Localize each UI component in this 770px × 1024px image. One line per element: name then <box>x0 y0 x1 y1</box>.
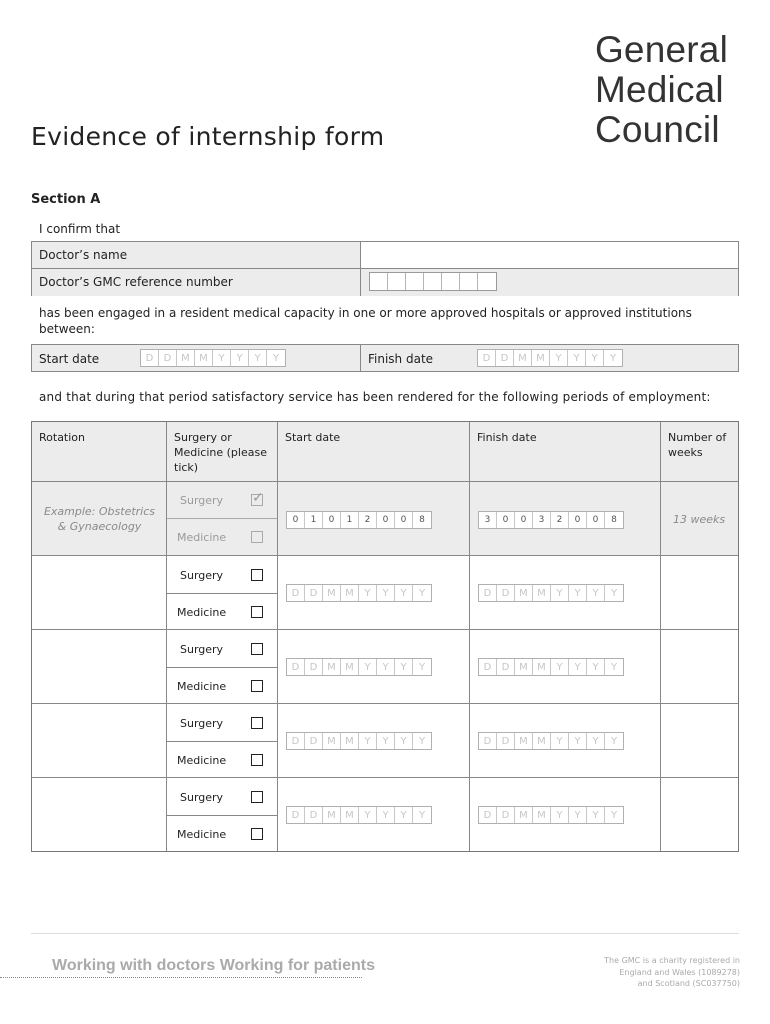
date-digit-placeholder[interactable]: D <box>497 807 515 823</box>
column-divider <box>277 422 278 851</box>
date-digit-placeholder[interactable]: Y <box>610 662 618 673</box>
date-digit: 3 <box>479 512 497 528</box>
column-divider <box>660 422 661 851</box>
surgery-label: Surgery <box>180 569 224 582</box>
medicine-checkbox[interactable] <box>251 680 263 692</box>
date-digit-placeholder[interactable]: Y <box>609 353 617 364</box>
date-digit: 0 <box>497 512 515 528</box>
date-digit-placeholder[interactable]: M <box>323 807 341 823</box>
example-surgery-label: Surgery <box>180 494 224 507</box>
date-digit-placeholder[interactable]: Y <box>359 733 377 749</box>
finish-date-field[interactable] <box>477 349 623 367</box>
date-digit-placeholder[interactable]: Y <box>586 350 604 366</box>
date-digit-placeholder[interactable]: M <box>323 659 341 675</box>
date-digit-placeholder[interactable]: Y <box>395 807 413 823</box>
charity-line-2: England and Wales (1089278) <box>619 967 740 977</box>
row-start-date-field[interactable] <box>286 584 432 602</box>
internship-dates-row <box>31 344 739 372</box>
table-row <box>32 630 738 704</box>
date-digit-placeholder[interactable]: Y <box>377 659 395 675</box>
doctor-name-row <box>32 242 738 269</box>
charity-notice <box>604 955 740 990</box>
date-digit-placeholder[interactable]: D <box>479 807 497 823</box>
row-weeks-field[interactable] <box>662 778 740 852</box>
start-date-header: Start date <box>285 431 341 444</box>
row-weeks-field[interactable] <box>662 556 740 630</box>
gmc-logo <box>595 30 728 150</box>
surgery-label: Surgery <box>180 791 224 804</box>
medicine-label: Medicine <box>177 680 227 693</box>
date-digit-placeholder[interactable]: M <box>533 733 551 749</box>
table-row <box>32 778 738 852</box>
date-digit-placeholder[interactable]: D <box>287 807 305 823</box>
start-date-label: Start date <box>39 352 100 366</box>
date-digit-placeholder[interactable]: Y <box>587 585 605 601</box>
date-digit-placeholder[interactable]: Y <box>610 736 618 747</box>
date-digit-placeholder[interactable]: M <box>341 659 359 675</box>
surgery-checkbox[interactable] <box>251 569 263 581</box>
column-divider <box>166 422 167 851</box>
date-digit-placeholder[interactable]: Y <box>568 350 586 366</box>
gmc-number-cell <box>361 269 738 296</box>
row-rotation-field[interactable] <box>32 630 167 704</box>
tick-icon: ✓ <box>252 490 264 506</box>
finish-date-label: Finish date <box>368 352 434 366</box>
date-digit-placeholder[interactable]: M <box>514 350 532 366</box>
date-digit: 1 <box>341 512 359 528</box>
doctor-name-label: Doctor’s name <box>32 242 361 268</box>
date-digit-placeholder[interactable]: D <box>496 350 514 366</box>
date-digit: 3 <box>533 512 551 528</box>
date-digit-placeholder[interactable]: D <box>479 659 497 675</box>
finish-date-header: Finish date <box>477 431 537 444</box>
date-digit-placeholder[interactable]: Y <box>418 736 426 747</box>
charity-line-3: and Scotland (SC037750) <box>637 979 740 988</box>
rotation-header: Rotation <box>39 431 86 444</box>
weeks-header: Number of weeks <box>668 431 727 459</box>
gmc-number-row <box>32 269 738 296</box>
date-digit-placeholder[interactable]: Y <box>377 733 395 749</box>
surgery-checkbox[interactable] <box>251 791 263 803</box>
date-digit-placeholder[interactable]: Y <box>418 588 426 599</box>
date-digit-placeholder[interactable]: Y <box>569 733 587 749</box>
medicine-label: Medicine <box>177 828 227 841</box>
rotations-table <box>31 421 739 852</box>
row-finish-date-field[interactable] <box>478 806 624 824</box>
row-finish-date-field[interactable] <box>478 658 624 676</box>
date-digit: 2 <box>359 512 377 528</box>
page-title: Evidence of internship form <box>31 122 385 151</box>
date-digit-placeholder[interactable]: Y <box>587 807 605 823</box>
date-digit-placeholder[interactable]: D <box>479 733 497 749</box>
period-text: and that during that period satisfactory service has been rendered for the following periods of employment: <box>39 390 711 404</box>
date-digit: 1 <box>305 512 323 528</box>
medicine-checkbox[interactable] <box>251 754 263 766</box>
date-digit-placeholder[interactable]: D <box>497 733 515 749</box>
date-digit-placeholder[interactable]: Y <box>550 350 568 366</box>
date-digit-placeholder[interactable]: Y <box>377 585 395 601</box>
column-divider <box>469 422 470 851</box>
date-digit-placeholder[interactable]: D <box>478 350 496 366</box>
date-digit-placeholder[interactable]: D <box>159 350 177 366</box>
date-digit: 0 <box>515 512 533 528</box>
doctor-details-table <box>31 241 739 296</box>
charity-line-1: The GMC is a charity registered in <box>604 956 740 965</box>
row-rotation-field[interactable] <box>32 556 167 630</box>
date-digit-placeholder[interactable]: Y <box>395 733 413 749</box>
engaged-text: has been engaged in a resident medical capacity in one or more approved hospitals or approved institutions between: <box>39 306 692 336</box>
type-divider <box>167 741 278 742</box>
date-digit-placeholder[interactable]: Y <box>587 733 605 749</box>
date-digit-placeholder[interactable]: M <box>515 659 533 675</box>
date-digit-placeholder[interactable]: D <box>287 585 305 601</box>
date-digit-placeholder[interactable]: D <box>305 659 323 675</box>
date-digit-placeholder[interactable]: Y <box>395 659 413 675</box>
row-finish-date-field[interactable] <box>478 584 624 602</box>
date-digit-placeholder[interactable]: Y <box>551 733 569 749</box>
date-digit-placeholder[interactable]: Y <box>610 810 618 821</box>
row-start-date-field[interactable] <box>286 658 432 676</box>
date-digit-placeholder[interactable]: D <box>497 585 515 601</box>
date-digit-placeholder[interactable]: Y <box>551 807 569 823</box>
logo-line-3: Council <box>594 109 720 150</box>
start-date-cell <box>32 345 361 371</box>
example-finish-date <box>478 511 624 529</box>
date-digit-placeholder[interactable]: Y <box>569 807 587 823</box>
date-digit-placeholder[interactable]: Y <box>359 807 377 823</box>
date-digit-placeholder[interactable]: M <box>533 807 551 823</box>
date-digit-placeholder[interactable]: D <box>305 733 323 749</box>
surgery-checkbox[interactable] <box>251 643 263 655</box>
date-digit: 0 <box>569 512 587 528</box>
date-digit-placeholder[interactable]: Y <box>359 659 377 675</box>
date-digit-placeholder[interactable]: M <box>195 350 213 366</box>
start-date-field[interactable] <box>140 349 286 367</box>
date-digit: 0 <box>587 512 605 528</box>
medicine-checkbox[interactable] <box>251 606 263 618</box>
date-digit-placeholder[interactable]: D <box>479 585 497 601</box>
gmc-digit-box[interactable] <box>370 273 388 290</box>
date-digit: 8 <box>611 515 617 525</box>
date-digit: 0 <box>377 512 395 528</box>
date-digit-placeholder[interactable]: D <box>287 659 305 675</box>
doctor-name-field[interactable] <box>361 242 738 268</box>
date-digit-placeholder[interactable]: M <box>515 585 533 601</box>
date-digit-placeholder[interactable]: Y <box>418 810 426 821</box>
date-digit-placeholder[interactable]: Y <box>418 662 426 673</box>
date-digit-placeholder[interactable]: D <box>497 659 515 675</box>
date-digit-placeholder[interactable]: Y <box>569 585 587 601</box>
date-digit-placeholder[interactable]: Y <box>569 659 587 675</box>
date-digit: 0 <box>287 512 305 528</box>
example-medicine-label: Medicine <box>177 531 227 544</box>
example-type-divider <box>167 518 278 519</box>
row-start-date-field[interactable] <box>286 806 432 824</box>
type-divider <box>167 593 278 594</box>
surgery-label: Surgery <box>180 643 224 656</box>
date-digit-placeholder[interactable]: M <box>515 807 533 823</box>
medicine-label: Medicine <box>177 606 227 619</box>
date-digit-placeholder[interactable]: M <box>533 659 551 675</box>
date-digit-placeholder[interactable]: Y <box>249 350 267 366</box>
gmc-digit-box[interactable] <box>388 273 406 290</box>
table-header <box>32 422 738 482</box>
row-rotation-field[interactable] <box>32 778 167 852</box>
gmc-digit-box[interactable] <box>442 273 460 290</box>
date-digit-placeholder[interactable]: Y <box>213 350 231 366</box>
gmc-number-label: Doctor’s GMC reference number <box>32 269 361 296</box>
row-weeks-field[interactable] <box>662 630 740 704</box>
date-digit-placeholder[interactable]: D <box>305 585 323 601</box>
date-digit-placeholder[interactable]: M <box>341 807 359 823</box>
date-digit-placeholder[interactable]: M <box>532 350 550 366</box>
type-header: Surgery or Medicine (please tick) <box>174 431 267 474</box>
gmc-digit-box[interactable] <box>424 273 442 290</box>
footer-slogan: Working with doctors Working for patients <box>52 957 375 974</box>
date-digit: 2 <box>551 512 569 528</box>
logo-line-1: General <box>594 29 728 70</box>
date-digit-placeholder[interactable]: Y <box>272 353 280 364</box>
date-digit-placeholder[interactable]: Y <box>551 585 569 601</box>
finish-date-cell <box>361 345 738 371</box>
date-digit: 0 <box>323 512 341 528</box>
surgery-checkbox[interactable] <box>251 717 263 729</box>
example-start-date <box>286 511 432 529</box>
date-digit-placeholder[interactable]: Y <box>359 585 377 601</box>
date-digit-placeholder[interactable]: D <box>287 733 305 749</box>
date-digit-placeholder[interactable]: Y <box>395 585 413 601</box>
date-digit-placeholder[interactable]: Y <box>377 807 395 823</box>
gmc-number-field[interactable] <box>369 272 497 291</box>
date-digit-placeholder[interactable]: Y <box>610 588 618 599</box>
row-weeks-field[interactable] <box>662 704 740 778</box>
surgery-label: Surgery <box>180 717 224 730</box>
date-digit-placeholder[interactable]: M <box>323 733 341 749</box>
table-row <box>32 556 738 630</box>
date-digit-placeholder[interactable]: M <box>177 350 195 366</box>
type-divider <box>167 815 278 816</box>
date-digit-placeholder[interactable]: M <box>515 733 533 749</box>
footer-divider <box>31 933 739 934</box>
example-rotation: Example: Obstetrics & Gynaecology <box>43 505 156 533</box>
example-medicine-checkbox <box>251 531 263 543</box>
date-digit-placeholder[interactable]: D <box>141 350 159 366</box>
medicine-label: Medicine <box>177 754 227 767</box>
date-digit: 8 <box>419 515 425 525</box>
footer-dotted-line <box>0 977 362 978</box>
gmc-digit-box[interactable] <box>460 273 478 290</box>
gmc-digit-box[interactable] <box>478 273 496 290</box>
confirm-text: I confirm that <box>39 222 121 236</box>
date-digit-placeholder[interactable]: Y <box>551 659 569 675</box>
type-divider <box>167 667 278 668</box>
date-digit-placeholder[interactable]: M <box>341 733 359 749</box>
date-digit: 0 <box>395 512 413 528</box>
logo-line-2: Medical <box>594 69 724 110</box>
date-digit-placeholder[interactable]: Y <box>587 659 605 675</box>
date-digit-placeholder[interactable]: Y <box>231 350 249 366</box>
gmc-digit-box[interactable] <box>406 273 424 290</box>
example-weeks: 13 weeks <box>673 513 726 526</box>
date-digit-placeholder[interactable]: M <box>533 585 551 601</box>
row-finish-date-field[interactable] <box>478 732 624 750</box>
section-a-heading: Section A <box>31 192 101 207</box>
date-digit-placeholder[interactable]: M <box>341 585 359 601</box>
medicine-checkbox[interactable] <box>251 828 263 840</box>
example-row <box>32 482 738 556</box>
date-digit-placeholder[interactable]: D <box>305 807 323 823</box>
date-digit-placeholder[interactable]: M <box>323 585 341 601</box>
row-rotation-field[interactable] <box>32 704 167 778</box>
row-start-date-field[interactable] <box>286 732 432 750</box>
table-row <box>32 704 738 778</box>
